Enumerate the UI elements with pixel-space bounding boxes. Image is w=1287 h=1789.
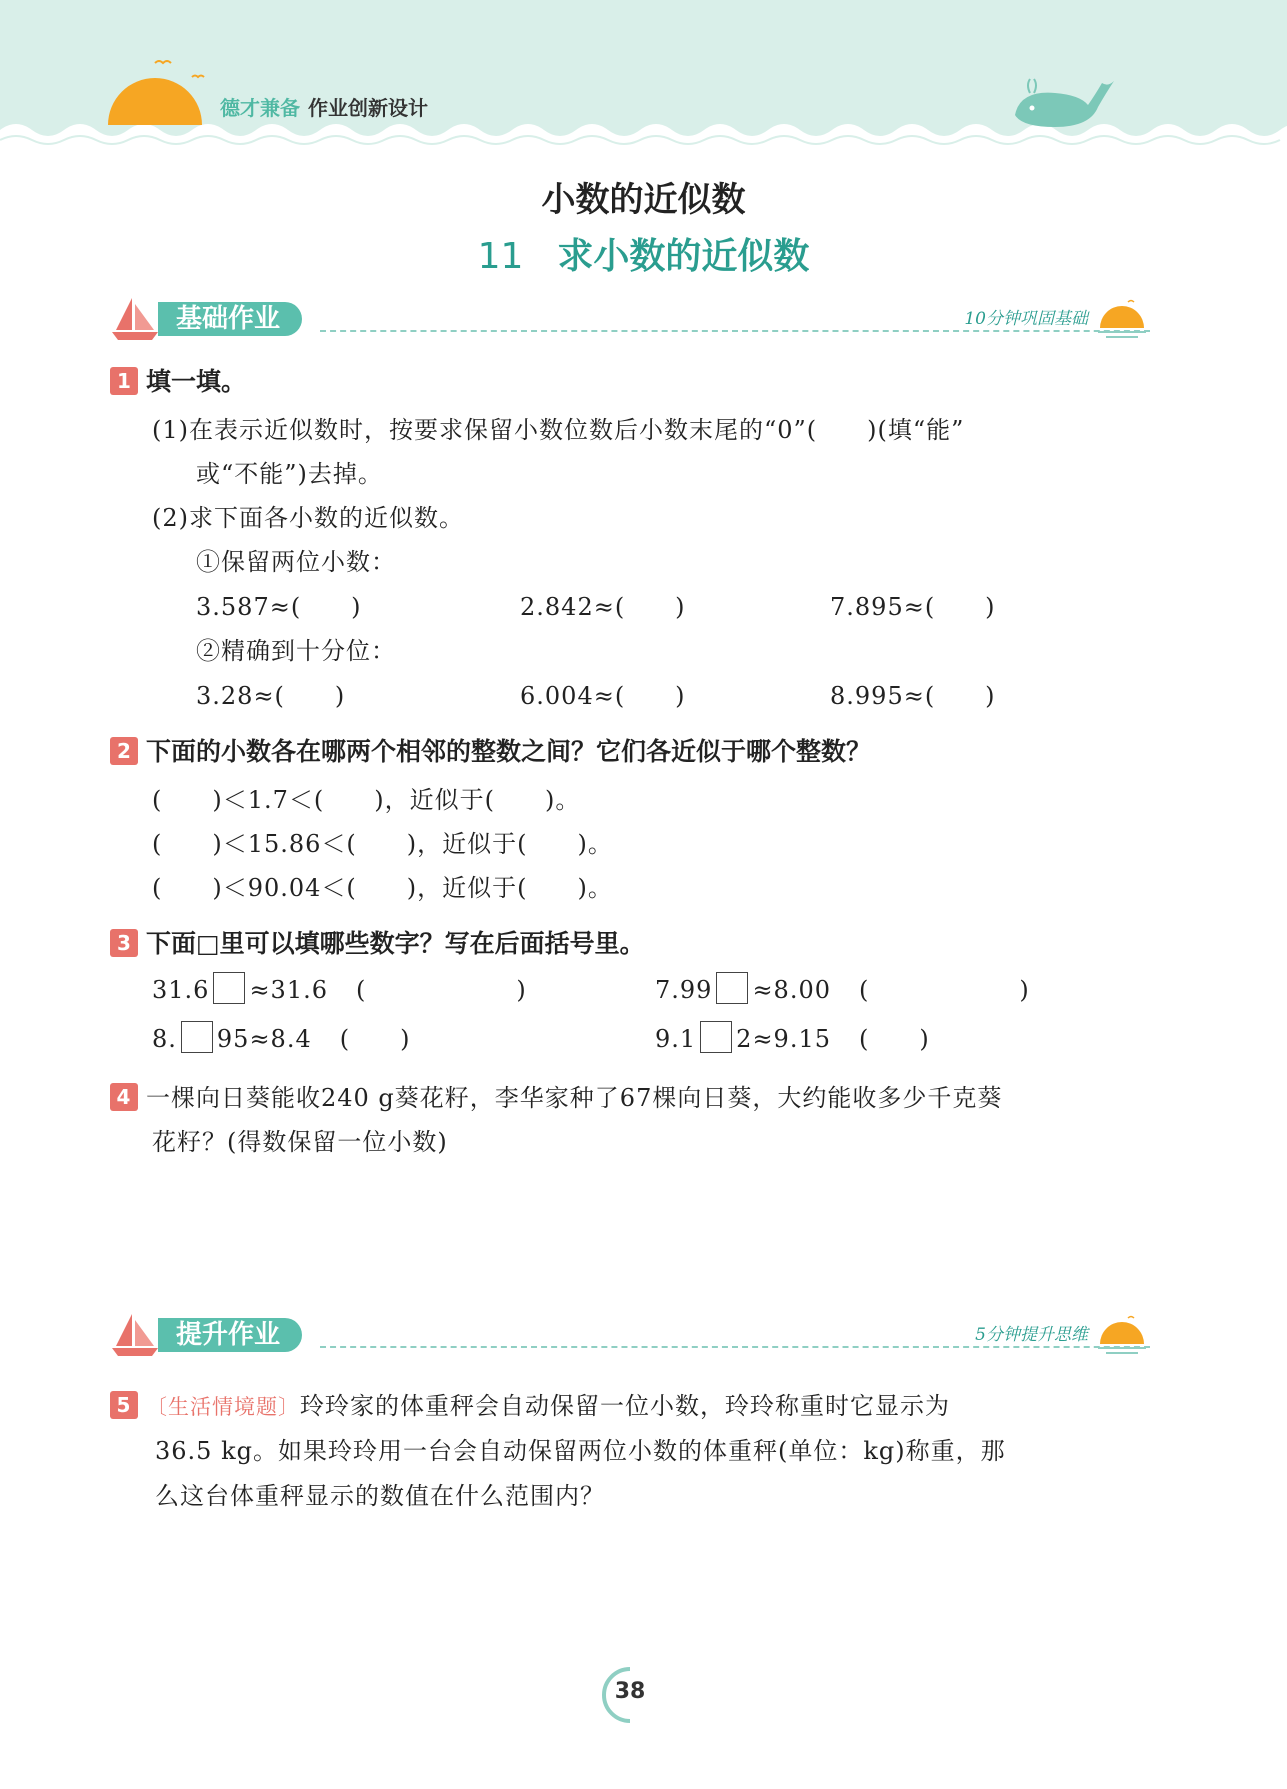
question-4-line2: 花籽？(得数保留一位小数)	[152, 1128, 448, 1156]
section-hint-basic: 10分钟巩固基础	[964, 309, 1088, 329]
whale-icon	[1010, 75, 1115, 135]
q3-item-4-pre: 9.1	[655, 1025, 697, 1053]
question-4-line1	[110, 1078, 1002, 1113]
sun-icon	[100, 55, 210, 125]
question-number-badge: 4	[110, 1083, 138, 1111]
q1-part1-line1: (1)在表示近似数时，按要求保留小数位数后小数末尾的“0”( )(填“能”	[152, 416, 965, 444]
lesson-number: 11	[477, 236, 524, 277]
q3-item-4	[655, 1019, 930, 1054]
section-hint-advanced: 5分钟提升思维	[975, 1325, 1088, 1345]
question-3-text: 下面□里可以填哪些数字？写在后面括号里。	[146, 929, 645, 958]
brand-title	[220, 92, 428, 121]
q3-item-1-answer: ( )	[355, 976, 527, 1004]
question-number-badge: 2	[110, 737, 138, 765]
q2-line-3: ( )＜90.04＜( )，近似于( )。	[152, 874, 613, 902]
q1-sub2: ②精确到十分位：	[196, 637, 396, 665]
question-number-badge: 3	[110, 929, 138, 957]
section-banner-advanced	[110, 1312, 1150, 1362]
digit-box[interactable]	[700, 1021, 732, 1053]
context-tag: 〔生活情境题〕	[146, 1395, 300, 1419]
sailboat-icon	[110, 1312, 160, 1358]
q3-item-1	[152, 970, 527, 1005]
dashed-divider	[320, 330, 1150, 332]
digit-box[interactable]	[716, 972, 748, 1004]
question-1-title	[110, 362, 246, 398]
section-label-basic: 基础作业	[158, 302, 302, 336]
q3-item-2-post: ≈8.00	[752, 976, 831, 1004]
q3-item-1-pre: 31.6	[152, 976, 210, 1004]
digit-box[interactable]	[181, 1021, 213, 1053]
q3-item-2	[655, 970, 1030, 1005]
q1-sub2-item-1: 3.28≈( )	[196, 682, 346, 710]
page-number: 38	[614, 1679, 646, 1704]
q3-item-3	[152, 1019, 410, 1054]
lesson-name: 求小数的近似数	[557, 236, 810, 277]
question-4-text: 一棵向日葵能收240 g葵花籽，李华家种了67棵向日葵，大约能收多少千克葵	[146, 1084, 1003, 1112]
q3-item-3-pre: 8.	[152, 1025, 177, 1053]
section-label-advanced: 提升作业	[158, 1318, 302, 1352]
mini-sun-icon	[1094, 298, 1150, 342]
question-2-title	[110, 732, 871, 768]
q1-part1-line2: 或“不能”)去掉。	[196, 460, 383, 488]
unit-title: 小数的近似数	[541, 180, 746, 220]
q2-line-2: ( )＜15.86＜( )，近似于( )。	[152, 830, 613, 858]
question-5-line3: 么这台体重秤显示的数值在什么范围内？	[155, 1482, 605, 1510]
question-1-text: 填一填。	[146, 367, 247, 396]
question-3-title	[110, 924, 645, 960]
q3-item-4-answer: ( )	[859, 1025, 930, 1053]
q1-sub1-item-3: 7.895≈( )	[830, 593, 996, 621]
dashed-divider	[320, 1346, 1150, 1348]
q1-sub1-item-2: 2.842≈( )	[520, 593, 686, 621]
q1-sub1: ①保留两位小数：	[196, 548, 396, 576]
lesson-title	[0, 228, 1287, 279]
mini-sun-icon	[1094, 1314, 1150, 1358]
question-5-line2: 36.5 kg。如果玲玲用一台会自动保留两位小数的体重秤(单位：kg)称重，那	[155, 1437, 1006, 1465]
question-2-text: 下面的小数各在哪两个相邻的整数之间？它们各近似于哪个整数？	[146, 737, 872, 766]
q1-sub1-item-1: 3.587≈( )	[196, 593, 362, 621]
q3-item-2-pre: 7.99	[655, 976, 713, 1004]
q3-item-2-answer: ( )	[858, 976, 1030, 1004]
q1-sub2-item-3: 8.995≈( )	[830, 682, 996, 710]
digit-box[interactable]	[213, 972, 245, 1004]
q3-item-4-post: 2≈9.15	[736, 1025, 831, 1053]
question-5-text: 玲玲家的体重秤会自动保留一位小数，玲玲称重时它显示为	[300, 1392, 950, 1420]
question-5-line1	[110, 1386, 950, 1421]
q3-item-3-post: 95≈8.4	[216, 1025, 312, 1053]
q3-item-1-post: ≈31.6	[249, 976, 328, 1004]
question-number-badge: 1	[110, 367, 138, 395]
question-number-badge: 5	[110, 1391, 138, 1419]
q1-sub2-item-2: 6.004≈( )	[520, 682, 686, 710]
q1-part2: (2)求下面各小数的近似数。	[152, 504, 464, 532]
q2-line-1: ( )＜1.7＜( )，近似于( )。	[152, 786, 581, 814]
brand-green: 德才兼备	[220, 96, 300, 120]
q3-item-3-answer: ( )	[339, 1025, 411, 1053]
brand-dark: 作业创新设计	[308, 96, 428, 120]
sailboat-icon	[110, 296, 160, 342]
page-number-badge	[600, 1665, 660, 1725]
section-banner-basic	[110, 296, 1150, 346]
